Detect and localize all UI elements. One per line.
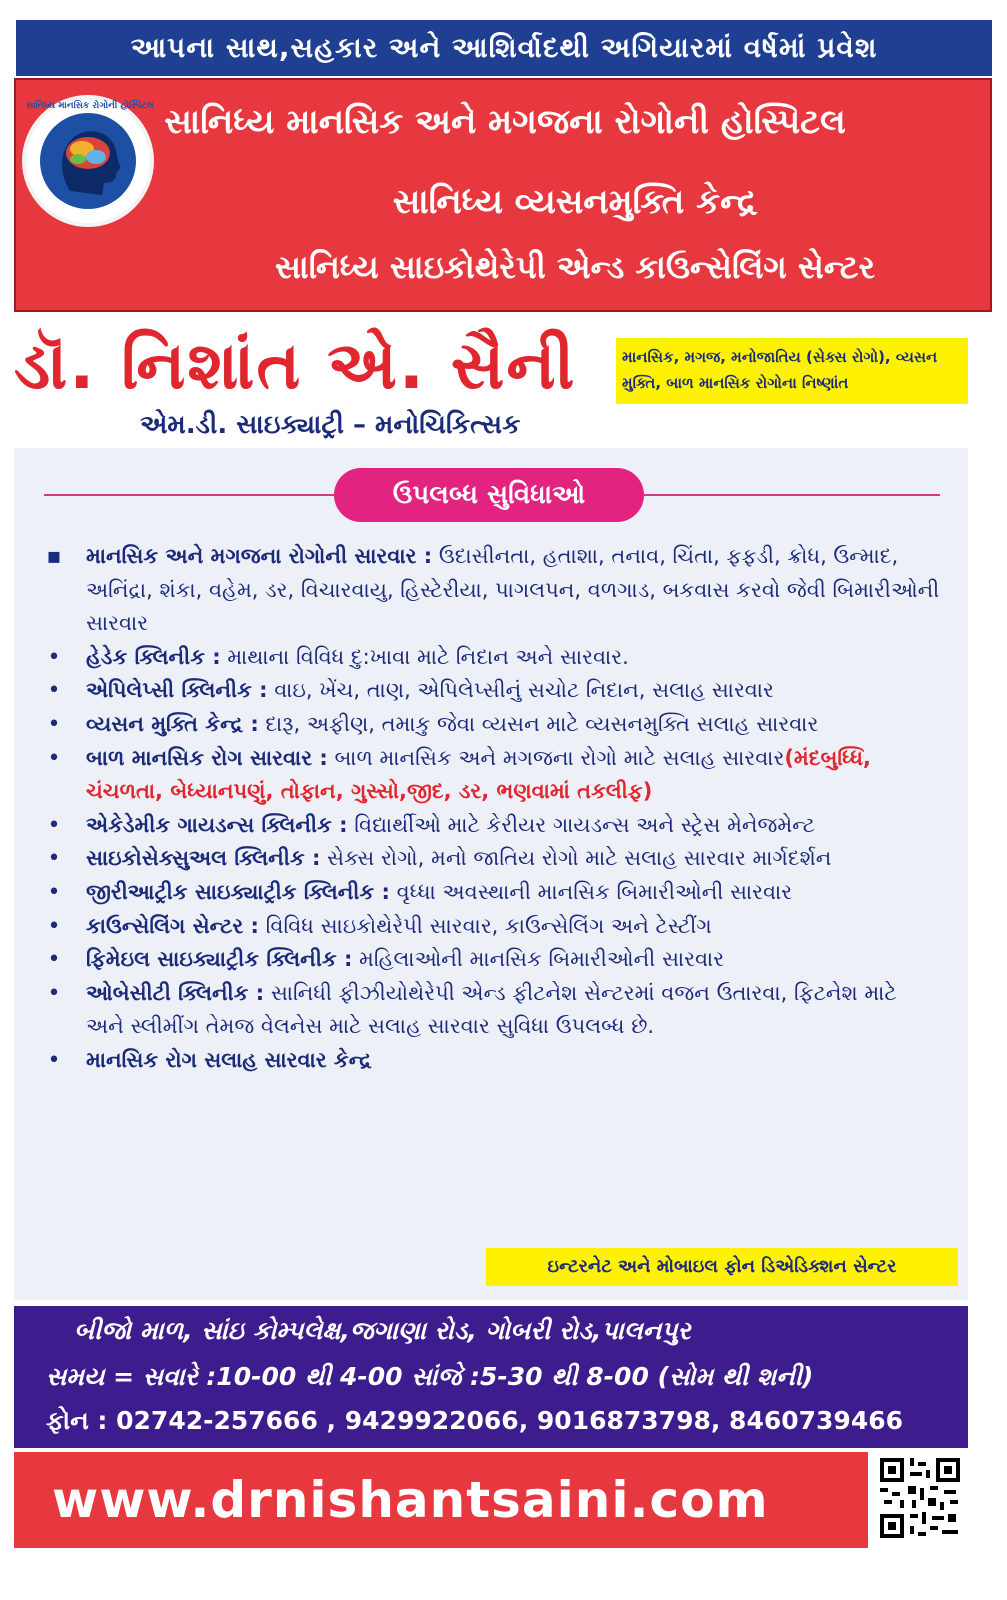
service-item: [40, 641, 940, 675]
service-title: જીરીઆટ્રીક સાઇક્યાટ્રીક ક્લિનીક :: [86, 879, 390, 904]
divider-right: [644, 494, 940, 496]
brain-head-graphic: [40, 113, 136, 209]
bullet-icon: •: [47, 980, 61, 1006]
service-desc: વૃધ્ધા અવસ્થાની માનસિક બિમારીઓની સારવાર: [389, 879, 793, 904]
bullet-icon: •: [47, 913, 61, 939]
service-item: [40, 876, 940, 910]
service-item: [40, 674, 940, 708]
deaddiction-centre-title: સાનિધ્ય વ્યસનમુક્તિ કેન્દ્ર: [392, 182, 758, 222]
service-title: હેડેક ક્લિનીક :: [86, 644, 221, 669]
bullet-icon: •: [47, 947, 61, 973]
service-paren-note: (મંદબુધ્ધિ, ચંચળતા, બેધ્યાનપણું, તોફાન, ગુસ્સો,જીદ, ડર, ભણવામાં તકલીફ): [86, 745, 871, 804]
service-title: બાળ માનસિક રોગ સારવાર :: [86, 745, 328, 770]
contact-footer: [14, 1306, 968, 1448]
service-desc: સેક્સ રોગો, મનો જાતિય રોગો માટે સલાહ સારવાર માર્ગદર્શન: [320, 846, 832, 871]
service-item: [40, 842, 940, 876]
divider-left: [44, 494, 334, 496]
service-desc: દારૂ, અફીણ, તમાકુ જેવા વ્યસન માટે વ્યસનમુક્તિ સલાહ સારવાર: [258, 711, 819, 736]
top-banner: આપના સાથ,સહકાર અને આશિર્વાદથી અગિયારમાં વર્ષમાં પ્રવેશ: [16, 20, 992, 76]
doctor-name: ડૉ. નિશાંત એ. સૈની: [14, 327, 577, 404]
service-desc: બાળ માનસિક અને મગજના રોગો માટે સલાહ સારવાર: [327, 745, 785, 770]
service-title: માનસિક અને મગજના રોગોની સારવાર :: [86, 544, 433, 568]
qr-code-icon: [874, 1452, 966, 1544]
services-list: [40, 540, 940, 1078]
service-item: [40, 910, 940, 944]
hospital-header: [14, 78, 992, 312]
qr-code: [874, 1452, 966, 1544]
service-item: [40, 708, 940, 742]
bullet-icon: •: [47, 812, 61, 838]
service-desc: વિવિધ સાઇકોથેરેપી સારવાર, કાઉન્સેલિંગ અને ટેસ્ટીંગ: [258, 913, 712, 938]
bullet-icon: ▪: [46, 544, 62, 569]
service-item: [40, 809, 940, 843]
hospital-title: સાનિધ્ય માનસિક અને મગજના રોગોની હોસ્પિટલ: [164, 102, 846, 142]
bullet-icon: •: [47, 879, 61, 905]
bullet-icon: •: [47, 846, 61, 872]
hospital-logo: [22, 95, 154, 227]
bullet-icon: •: [47, 1047, 61, 1073]
service-title: માનસિક રોગ સલાહ સારવાર કેન્દ્ર: [86, 1047, 372, 1072]
website-link[interactable]: www.drnishantsaini.com: [52, 1471, 769, 1529]
service-title: એકેડેમીક ગાયડન્સ ક્લિનીક :: [86, 812, 348, 837]
service-item: [40, 977, 940, 1044]
service-desc: માથાના વિવિધ દુ:ખાવા માટે નિદાન અને સારવાર.: [220, 644, 629, 669]
service-item: [40, 540, 940, 641]
service-item: [40, 742, 940, 809]
service-title: કાઉન્સેલિંગ સેન્ટર :: [86, 913, 259, 938]
service-title: ઓબેસીટી ક્લિનીક :: [86, 980, 265, 1005]
bullet-icon: •: [47, 644, 61, 670]
service-item: [40, 1044, 940, 1078]
service-item: [40, 943, 940, 977]
timing-line: સમય = સવારે :10-00 થી 4-00 સાંજે :5-30 થી 8-00 (સોમ થી શની): [46, 1362, 814, 1391]
service-title: સાઇકોસેક્સુઅલ ક્લિનીક :: [86, 846, 321, 871]
bullet-icon: •: [47, 678, 61, 704]
counselling-centre-title: સાનિધ્ય સાઇકોથેરેપી એન્ડ કાઉન્સેલિંગ સેન્ટર: [274, 248, 876, 286]
address-line: બીજો માળ, સાંઇ કોમ્પલેક્ષ,જગાણા રોડ, ગોબરી રોડ,પાલનપુર: [74, 1316, 691, 1345]
doctor-degree: એમ.ડી. સાઇક્યાટ્રી – મનોચિકિત્સક: [140, 410, 521, 440]
phone-line: ફોન : 02742-257666 , 9429922066, 9016873798, 8460739466: [46, 1406, 904, 1435]
internet-deaddiction-tag: ઇન્ટરનેટ અને મોબાઇલ ફોન ડિએડિક્શન સેન્ટર: [486, 1248, 958, 1286]
facilities-heading: ઉપલબ્ધ સુવિધાઓ: [334, 468, 644, 522]
service-title: એપિલેપ્સી ક્લિનીક :: [86, 678, 268, 703]
service-desc: વિદ્યાર્થીઓ માટે કેરીયર ગાયડન્સ અને સ્ટ્રેસ મેનેજમેન્ટ: [347, 812, 815, 837]
logo-text: સાનિધ્ય માનસિક રોગોની હોસ્પિટલ: [26, 101, 154, 111]
service-desc: મહિલાઓની માનસિક બિમારીઓની સારવાર: [352, 947, 725, 972]
specialty-badge: માનસિક, મગજ, મનોજાતિય (સેક્સ રોગો), વ્યસન મુક્તિ, બાળ માનસિક રોગોના નિષ્ણાંત: [616, 338, 968, 404]
service-desc: ઉદાસીનતા, હતાશા, તનાવ, ચિંતા, ફફડી, ક્રોધ, ઉન્માદ, અનિંદ્રા, શંકા, વહેમ, ડર, વિચારવાયુ, હિસ્ટેરીયા, પાગલપન, વળગાડ, બકવાસ કરવો જેવી બિમારીઓની સારવાર: [86, 544, 940, 636]
bullet-icon: •: [47, 711, 61, 737]
service-title: ફિમેઇલ સાઇક્યાટ્રીક ક્લિનીક :: [86, 947, 353, 972]
service-title: વ્યસન મુક્તિ કેન્દ્ર :: [86, 711, 259, 736]
brain-head-icon: [40, 113, 136, 209]
website-bar: [14, 1452, 868, 1548]
service-desc: વાઇ, ખેંચ, તાણ, એપિલેપ્સીનું સચોટ નિદાન, સલાહ સારવાર: [267, 678, 774, 703]
bullet-icon: •: [47, 745, 61, 771]
service-desc: સાનિધી ફીઝીયોથેરેપી એન્ડ ફીટનેશ સેન્ટરમાં વજન ઉતારવા, ફિટનેશ માટે અને સ્લીમીંગ તેમજ વેલનેસ માટે સલાહ સારવાર સુવિધા ઉપલબ્ધ છે.: [86, 980, 897, 1039]
